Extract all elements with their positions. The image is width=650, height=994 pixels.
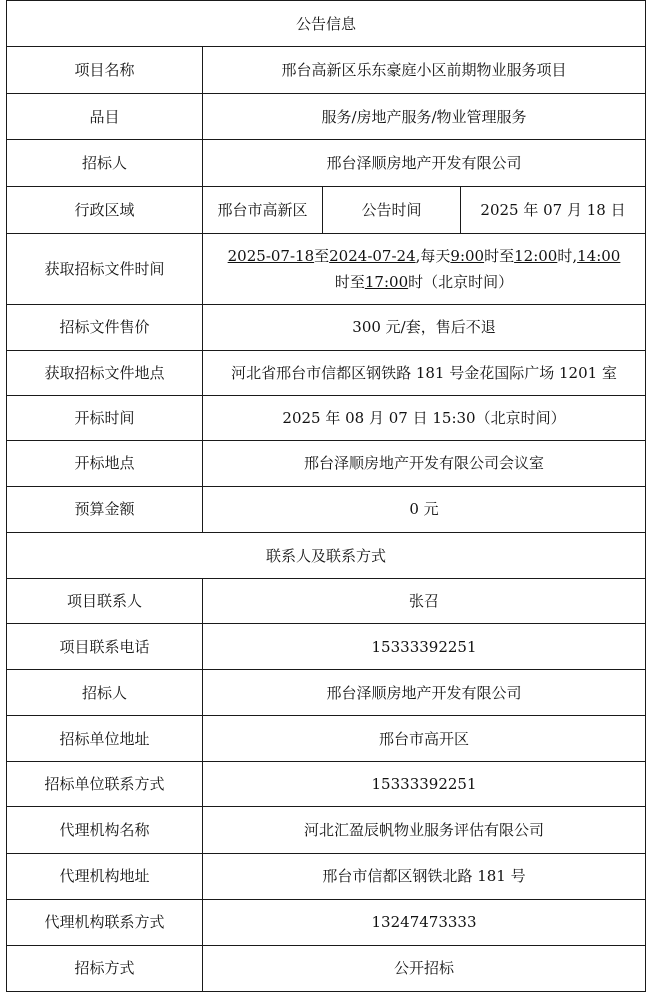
value-agency-address: 邢台市信都区钢铁北路 181 号 [203, 853, 646, 899]
value-contact-phone: 15333392251 [203, 624, 646, 670]
label-tenderer-address: 招标单位地址 [7, 716, 203, 762]
value-open-place: 邢台泽顺房地产开发有限公司会议室 [203, 440, 646, 486]
value-tenderer-2: 邢台泽顺房地产开发有限公司 [203, 670, 646, 716]
value-budget: 0 元 [203, 486, 646, 532]
value-doc-place: 河北省邢台市信都区钢铁路 181 号金花国际广场 1201 室 [203, 350, 646, 395]
value-agency-contact: 13247473333 [203, 899, 646, 945]
label-contact-person: 项目联系人 [7, 579, 203, 624]
value-method: 公开招标 [203, 945, 646, 991]
section-header-contacts: 联系人及联系方式 [7, 532, 646, 578]
value-category: 服务/房地产服务/物业管理服务 [203, 94, 646, 140]
doc-time-to2: 时至 [484, 247, 515, 265]
label-doc-time: 获取招标文件时间 [7, 234, 203, 304]
label-tenderer-2: 招标人 [7, 670, 203, 716]
label-contact-phone: 项目联系电话 [7, 624, 203, 670]
doc-time-to3: 时至 [334, 273, 365, 291]
label-announcement-time: 公告时间 [323, 187, 461, 234]
label-project-name: 项目名称 [7, 47, 203, 94]
doc-time-suffix: 时（北京时间） [408, 273, 514, 291]
label-method: 招标方式 [7, 945, 203, 991]
doc-time-t4: 17:00 [364, 273, 409, 291]
doc-time-start-date: 2025-07-18 [227, 247, 315, 265]
doc-time-t2: 12:00 [514, 247, 558, 265]
doc-time-t1: 9:00 [450, 247, 485, 265]
label-tenderer-contact: 招标单位联系方式 [7, 762, 203, 807]
section-header-announcement: 公告信息 [7, 1, 646, 47]
value-doc-price: 300 元/套，售后不退 [203, 304, 646, 350]
label-doc-place: 获取招标文件地点 [7, 350, 203, 395]
value-doc-time [203, 234, 646, 304]
doc-time-sep: 时, [557, 247, 578, 265]
value-contact-person: 张召 [203, 579, 646, 624]
label-open-place: 开标地点 [7, 440, 203, 486]
doc-time-to: 至 [314, 247, 330, 265]
label-region: 行政区域 [7, 187, 203, 234]
doc-time-end-date: 2024-07-24 [329, 247, 416, 265]
doc-time-daily: ,每天 [415, 247, 451, 265]
value-tenderer-contact: 15333392251 [203, 762, 646, 807]
doc-time-t3: 14:00 [577, 247, 621, 265]
announcement-table [6, 0, 646, 992]
label-open-time: 开标时间 [7, 395, 203, 440]
value-tenderer: 邢台泽顺房地产开发有限公司 [203, 140, 646, 187]
value-open-time: 2025 年 08 月 07 日 15:30（北京时间） [203, 395, 646, 440]
label-agency-name: 代理机构名称 [7, 807, 203, 853]
value-agency-name: 河北汇盈辰帆物业服务评估有限公司 [203, 807, 646, 853]
label-agency-address: 代理机构地址 [7, 853, 203, 899]
label-category: 品目 [7, 94, 203, 140]
value-region: 邢台市高新区 [203, 187, 323, 234]
label-doc-price: 招标文件售价 [7, 304, 203, 350]
value-project-name: 邢台高新区乐东豪庭小区前期物业服务项目 [203, 47, 646, 94]
label-tenderer: 招标人 [7, 140, 203, 187]
label-agency-contact: 代理机构联系方式 [7, 899, 203, 945]
value-announcement-time: 2025 年 07 月 18 日 [461, 187, 646, 234]
label-budget: 预算金额 [7, 486, 203, 532]
value-tenderer-address: 邢台市高开区 [203, 716, 646, 762]
